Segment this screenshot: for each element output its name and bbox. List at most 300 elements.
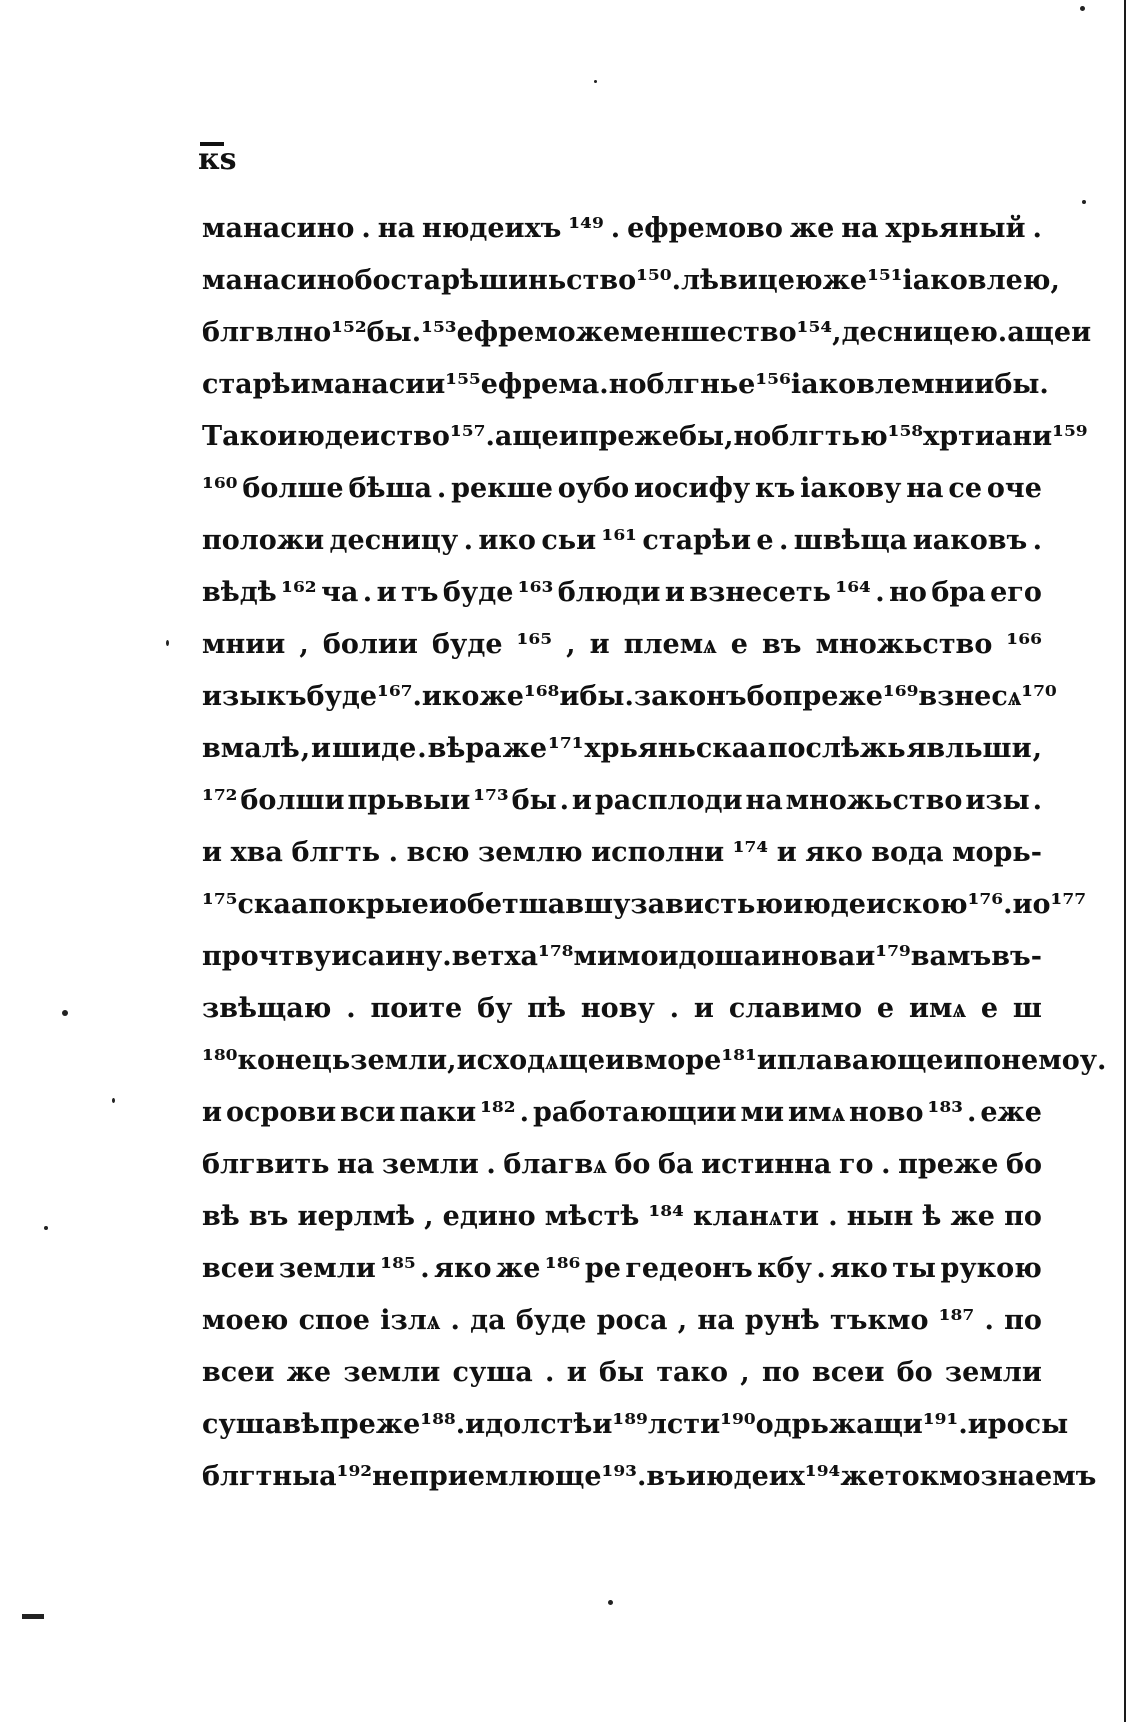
word: бо <box>354 265 391 296</box>
word: ико <box>421 681 480 712</box>
word: множьство <box>815 629 993 660</box>
word: ефремово <box>627 213 783 244</box>
word: ¹⁵⁶ <box>755 369 791 400</box>
word: . <box>362 577 373 608</box>
word: же <box>950 1201 995 1232</box>
word: июдеих <box>685 1461 805 1492</box>
word: но <box>733 421 772 452</box>
word: кбу <box>757 1253 812 1284</box>
word: по <box>1004 1305 1042 1336</box>
text-line <box>202 818 1042 870</box>
word: , <box>566 629 576 660</box>
word: ¹⁴⁹ <box>568 213 604 244</box>
word: ¹⁵⁴ <box>796 317 833 348</box>
word: и <box>589 629 610 660</box>
word: и <box>202 1097 223 1128</box>
word: . <box>875 577 885 608</box>
word: , <box>299 629 309 660</box>
word: да <box>470 1305 506 1336</box>
word: е <box>980 993 999 1024</box>
word: . <box>671 265 681 296</box>
word: преже <box>320 1409 421 1440</box>
word: . <box>1032 785 1042 816</box>
word: манасии <box>310 369 446 400</box>
word: , <box>677 1305 688 1336</box>
word: бы <box>598 1357 645 1388</box>
word: ¹⁸⁰ <box>202 1045 238 1076</box>
word: земли <box>278 1253 376 1284</box>
word: ми <box>740 1097 785 1128</box>
word: знаемъ <box>980 1461 1097 1492</box>
word: . <box>669 993 680 1024</box>
word: ¹⁹⁴ <box>804 1461 841 1492</box>
word: июдеиство <box>277 421 450 452</box>
word: иаковъ <box>912 525 1028 556</box>
word: ¹⁵⁵ <box>445 369 481 400</box>
word: ¹⁸² <box>480 1097 516 1128</box>
word: . <box>1039 369 1049 400</box>
word: тъкмо <box>830 1305 929 1336</box>
word: тако <box>656 1357 729 1388</box>
word: прьвыи <box>347 785 471 816</box>
word: ¹⁸⁴ <box>648 1201 684 1232</box>
word: хрьяньскаа <box>584 733 767 764</box>
word: новаи <box>781 941 876 972</box>
word: еи <box>411 889 449 920</box>
word: мимо <box>573 941 659 972</box>
word: манасино <box>202 265 355 296</box>
scan-speck <box>1080 6 1085 11</box>
scan-dash-mark <box>22 1614 44 1619</box>
word: ¹⁸³ <box>927 1097 963 1128</box>
word: ба <box>658 1149 694 1180</box>
word: ¹⁷⁸ <box>538 941 574 972</box>
word: же <box>575 317 621 348</box>
word: , <box>447 1045 457 1076</box>
word: же <box>822 265 868 296</box>
word: и <box>761 941 782 972</box>
word: швѣща <box>793 525 908 556</box>
word: иерлмѣ <box>297 1201 416 1232</box>
word: , <box>424 1201 434 1232</box>
word: и <box>456 1045 477 1076</box>
word: буде <box>306 681 378 712</box>
word: ¹⁵⁷ <box>449 421 486 452</box>
word: ре <box>584 1253 621 1284</box>
word: е <box>730 629 748 660</box>
word: но <box>889 577 927 608</box>
word: аще <box>1007 317 1072 348</box>
word: по <box>761 1357 800 1388</box>
word: на <box>745 785 783 816</box>
word: но <box>608 369 647 400</box>
word: всеи <box>202 1357 275 1388</box>
text-line <box>202 1026 1107 1078</box>
word: блюди <box>557 577 661 608</box>
word: мѣстѣ <box>544 1201 640 1232</box>
word: росы <box>987 1409 1069 1440</box>
word: лсти <box>647 1409 721 1440</box>
word: старѣи <box>202 369 311 400</box>
word: не <box>372 1461 410 1492</box>
word: скаа <box>237 889 309 920</box>
word: бы <box>679 421 725 452</box>
word: рунѣ <box>744 1305 820 1336</box>
word: ¹⁶⁵ <box>516 629 553 660</box>
word: звѣщаю <box>202 993 332 1024</box>
word: вѣ <box>202 1201 240 1232</box>
word: блгвлно <box>202 317 332 348</box>
word: ¹⁶⁴ <box>835 577 871 608</box>
word: ¹⁷¹ <box>548 733 584 764</box>
word: . <box>450 1305 460 1336</box>
word: блгтныа <box>202 1461 337 1492</box>
word: конець <box>237 1045 351 1076</box>
word: іаковле <box>790 369 912 400</box>
word: идоша <box>658 941 762 972</box>
word: ¹⁸¹ <box>721 1045 757 1076</box>
word: се <box>948 473 983 504</box>
word: и <box>664 577 685 608</box>
word: ¹⁶⁸ <box>523 681 560 712</box>
word: хрьяный <box>885 213 1026 244</box>
word: земли <box>343 1357 441 1388</box>
word: имѧ <box>788 1097 845 1128</box>
word: . <box>463 525 473 556</box>
scan-speck <box>62 1010 68 1016</box>
word: вамъ <box>910 941 992 972</box>
word: вси <box>340 1097 396 1128</box>
word: . <box>610 213 621 244</box>
word: , <box>740 1357 750 1388</box>
word: іакову <box>800 473 902 504</box>
word: оче <box>986 473 1042 504</box>
word: ¹⁷⁴ <box>732 837 769 868</box>
word: же <box>789 213 835 244</box>
word: ¹⁶³ <box>517 577 554 608</box>
word: вѣдѣ <box>202 577 277 608</box>
word: по <box>963 1045 1002 1076</box>
word: вѣра <box>427 733 502 764</box>
word: ¹⁹³ <box>601 1461 637 1492</box>
word: ¹⁹¹ <box>922 1409 959 1440</box>
word: преже <box>578 421 680 452</box>
word: бы <box>994 369 1040 400</box>
word: обетшавшу <box>448 889 631 920</box>
text-line <box>202 194 1042 246</box>
word: ¹⁸⁹ <box>612 1409 648 1440</box>
word: бо <box>614 1149 651 1180</box>
word: . <box>411 317 422 348</box>
word: ¹⁷² <box>202 785 238 816</box>
text-line <box>202 298 1092 350</box>
word: меншество <box>620 317 797 348</box>
word: е <box>876 993 895 1024</box>
word: ефремо <box>456 317 576 348</box>
word: ты <box>892 1253 936 1284</box>
word: буде <box>515 1305 587 1336</box>
text-line <box>202 1390 1069 1442</box>
word: бо <box>1005 1149 1042 1180</box>
word: едино <box>442 1201 536 1232</box>
word: ¹⁶⁶ <box>1006 629 1042 660</box>
word: суша <box>452 1357 533 1388</box>
word: блгтью <box>771 421 888 452</box>
text-line <box>202 1338 1042 1390</box>
word: ¹⁸⁵ <box>380 1253 416 1284</box>
word: оубо <box>557 473 630 504</box>
word: . <box>545 1357 555 1388</box>
word: ѣ <box>922 1201 942 1232</box>
word: ¹⁹² <box>336 1461 373 1492</box>
word: по <box>1004 1201 1042 1232</box>
text-line <box>202 350 1049 402</box>
word: іаковлею <box>902 265 1051 296</box>
word: приемлюще <box>409 1461 602 1492</box>
word: о <box>1032 889 1051 920</box>
word: же <box>286 1357 332 1388</box>
word: ¹⁶⁹ <box>882 681 919 712</box>
word: ізлѧ <box>380 1305 441 1336</box>
word: и <box>967 1409 988 1440</box>
word: ¹⁷⁶ <box>967 889 1004 920</box>
word: вода <box>871 837 944 868</box>
word: ча <box>321 577 359 608</box>
word: роса <box>596 1305 668 1336</box>
word: ¹⁵⁸ <box>887 421 924 452</box>
word: и <box>376 577 397 608</box>
word: осрови <box>226 1097 337 1128</box>
word: сьи <box>541 525 597 556</box>
word: земли <box>944 1357 1042 1388</box>
text-line <box>202 1130 1042 1182</box>
word: . <box>455 1409 466 1440</box>
scan-speck <box>112 1098 115 1103</box>
word: ¹⁶⁰ <box>202 473 238 504</box>
word: нову <box>580 993 655 1024</box>
word: на <box>337 1149 375 1180</box>
text-line <box>202 714 1042 766</box>
word: , <box>724 421 734 452</box>
word: . <box>958 1409 968 1440</box>
word: токмо <box>884 1461 981 1492</box>
word: всю <box>406 837 470 868</box>
text-line <box>202 1286 1042 1338</box>
word: вмалѣ <box>202 733 300 764</box>
word: . <box>828 1201 838 1232</box>
word: ¹⁵³ <box>421 317 457 348</box>
word: . <box>1096 1045 1107 1076</box>
word: расплоди <box>594 785 743 816</box>
word: . <box>624 681 634 712</box>
word: ¹⁵⁰ <box>636 265 672 296</box>
word: десницу <box>329 525 459 556</box>
word: покры <box>308 889 412 920</box>
word: буде <box>432 629 503 660</box>
word: яко <box>830 1253 888 1284</box>
scan-speck <box>1082 200 1086 204</box>
word: бы <box>511 785 557 816</box>
word: земли <box>381 1149 479 1180</box>
text-line <box>202 870 1087 922</box>
word: . <box>881 1149 891 1180</box>
word: хртиани <box>923 421 1053 452</box>
word: . <box>346 993 356 1024</box>
word: въ <box>762 629 802 660</box>
word: ефрема <box>480 369 600 400</box>
word: бы <box>579 681 625 712</box>
word: . <box>778 525 789 556</box>
text-line <box>202 1234 1042 1286</box>
text-line <box>202 1078 1042 1130</box>
word: ш <box>1012 993 1042 1024</box>
word: къ <box>755 473 796 504</box>
word: мнии <box>202 629 286 660</box>
word: болии <box>322 629 418 660</box>
word: на <box>377 213 415 244</box>
word: благвѧ <box>503 1149 607 1180</box>
word: въ- <box>991 941 1042 972</box>
word: поите <box>370 993 463 1024</box>
word: въ <box>248 1201 289 1232</box>
word: ¹⁸⁷ <box>938 1305 975 1336</box>
word: . <box>412 681 422 712</box>
word: бо <box>746 681 783 712</box>
word: всеи <box>811 1357 885 1388</box>
word: вѣ <box>282 1409 320 1440</box>
word: и <box>566 1357 587 1388</box>
word: , <box>1050 265 1060 296</box>
page-number: кѕ <box>198 142 237 177</box>
text-line <box>202 1182 1042 1234</box>
word: . <box>1032 525 1042 556</box>
word: блгть <box>291 837 381 868</box>
word: множьство <box>785 785 963 816</box>
word: и <box>756 1045 777 1076</box>
word: бо <box>896 1357 933 1388</box>
word: ¹⁷³ <box>473 785 509 816</box>
word: ¹⁷⁹ <box>875 941 911 972</box>
word: вморе <box>625 1045 722 1076</box>
word: рекше <box>451 473 553 504</box>
word: ¹⁵¹ <box>867 265 903 296</box>
word: манасино <box>202 213 355 244</box>
word: ¹⁶² <box>281 577 317 608</box>
word: го <box>838 1149 874 1180</box>
word: положи <box>202 525 325 556</box>
text-line <box>202 662 1057 714</box>
word: истинна <box>701 1149 832 1180</box>
word: явльши <box>906 733 1032 764</box>
word: старѣшиньство <box>390 265 637 296</box>
word: бѣша <box>348 473 432 504</box>
word: же <box>502 733 548 764</box>
scan-speck <box>608 1600 613 1605</box>
word: бра <box>931 577 986 608</box>
word: законъ <box>633 681 747 712</box>
word: прочтву <box>202 941 332 972</box>
word: . <box>485 421 495 452</box>
word: одрьжащи <box>755 1409 923 1440</box>
word: . <box>559 785 569 816</box>
word: еже <box>980 1097 1042 1128</box>
word: болши <box>240 785 345 816</box>
word: . <box>486 1149 496 1180</box>
word: . <box>519 1097 529 1128</box>
word: . <box>417 733 427 764</box>
word: ¹⁷⁵ <box>202 889 238 920</box>
word: . <box>1003 889 1013 920</box>
word: ¹⁹⁰ <box>720 1409 756 1440</box>
text-line <box>202 454 1042 506</box>
word: пѣ <box>527 993 567 1024</box>
word: ¹⁶¹ <box>601 525 638 556</box>
word: моею <box>202 1305 289 1336</box>
word: изы <box>965 785 1030 816</box>
word: , <box>300 733 311 764</box>
word: преже <box>898 1149 999 1180</box>
word: славимо <box>728 993 863 1024</box>
word: и <box>558 421 579 452</box>
word: суша <box>202 1409 283 1440</box>
word: сходѧщеи <box>476 1045 626 1076</box>
word: иосифу <box>633 473 751 504</box>
scan-speck <box>166 640 169 646</box>
word: . <box>966 1097 977 1128</box>
scan-speck <box>44 1226 48 1230</box>
word: лѣвицею <box>680 265 823 296</box>
word: на <box>841 213 879 244</box>
word: ново <box>848 1097 924 1128</box>
word: . <box>361 213 371 244</box>
word: и <box>311 733 332 764</box>
word: его <box>990 577 1042 608</box>
word: , <box>832 317 842 348</box>
word: же <box>479 681 524 712</box>
word: ¹⁵⁹ <box>1052 421 1088 452</box>
word: кланѧти <box>693 1201 820 1232</box>
word: и <box>202 837 223 868</box>
scan-speck <box>594 80 597 83</box>
text-line <box>202 766 1042 818</box>
word: . <box>997 317 1008 348</box>
word: . <box>599 369 609 400</box>
text-line <box>202 558 1042 610</box>
word: Тако <box>202 421 278 452</box>
word: ¹⁷⁷ <box>1050 889 1087 920</box>
word: буде <box>442 577 514 608</box>
word: и <box>1012 889 1033 920</box>
word: е <box>756 525 774 556</box>
word: бы <box>366 317 412 348</box>
word: десницею <box>841 317 998 348</box>
word: и <box>571 785 592 816</box>
word: ¹⁸⁶ <box>544 1253 581 1284</box>
word: бу <box>477 993 513 1024</box>
word: блгвить <box>202 1149 330 1180</box>
word: . <box>420 1253 430 1284</box>
word: и <box>776 837 797 868</box>
word: хва <box>230 837 283 868</box>
word: аще <box>494 421 559 452</box>
text-line <box>202 974 1042 1026</box>
text-line <box>202 1442 1097 1494</box>
word: работающии <box>532 1097 737 1128</box>
word: гедеонъ <box>625 1253 753 1284</box>
word: блгнье <box>646 369 756 400</box>
word: ¹⁵² <box>331 317 367 348</box>
word: на <box>697 1305 735 1336</box>
